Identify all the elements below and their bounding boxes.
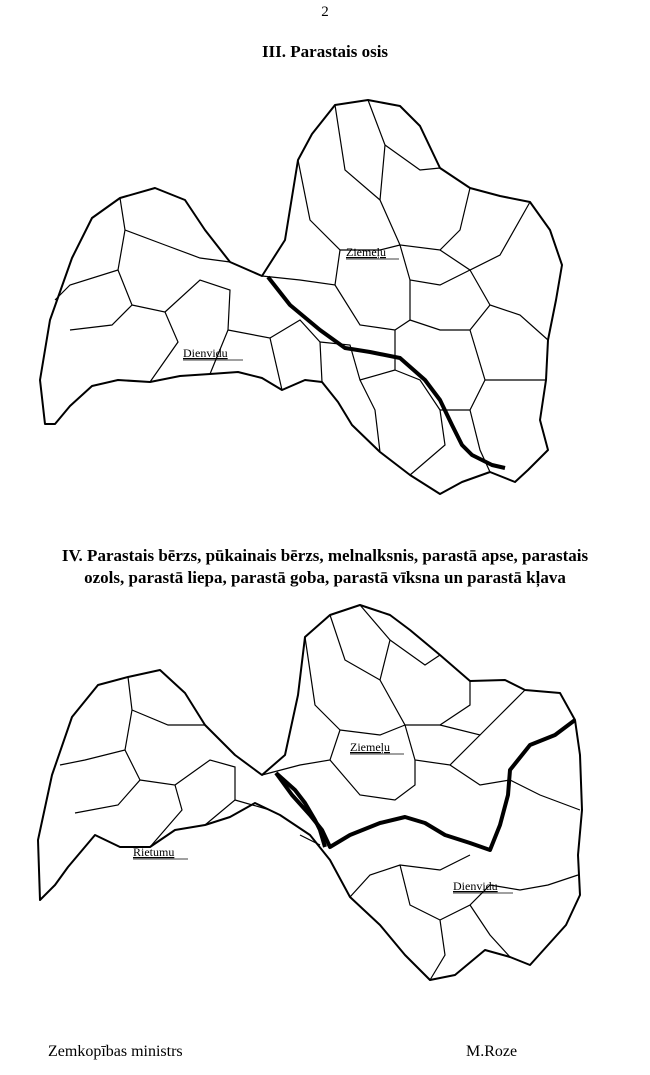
district-boundaries bbox=[55, 100, 548, 475]
signature-name: M.Roze bbox=[466, 1043, 518, 1060]
signature-position: Zemkopības ministrs bbox=[48, 1043, 183, 1060]
section-4-title-line-1: IV. Parastais bērzs, pūkainais bērzs, melnalksnis, parastā apse, parastais bbox=[61, 546, 589, 565]
latvia-map-deciduous bbox=[0, 585, 650, 1020]
section-3-title: III. Parastais osis bbox=[261, 42, 389, 61]
region-label-west: Rietumu bbox=[133, 845, 175, 859]
region-label-north: Ziemeļu bbox=[346, 245, 386, 259]
latvia-map-ash bbox=[0, 80, 650, 510]
section-4-title-line-2: ozols, parastā liepa, parastā goba, parastā vīksna un parastā kļava bbox=[84, 568, 566, 587]
region-label-north: Ziemeļu bbox=[350, 740, 390, 754]
country-outline bbox=[40, 100, 562, 494]
region-label-south: Dienvidu bbox=[183, 346, 228, 360]
district-boundaries bbox=[60, 605, 580, 980]
section-4-title bbox=[0, 545, 650, 589]
region-label-south: Dienvidu bbox=[453, 879, 498, 893]
page-number: 2 bbox=[321, 4, 329, 20]
country-outline bbox=[38, 605, 582, 980]
